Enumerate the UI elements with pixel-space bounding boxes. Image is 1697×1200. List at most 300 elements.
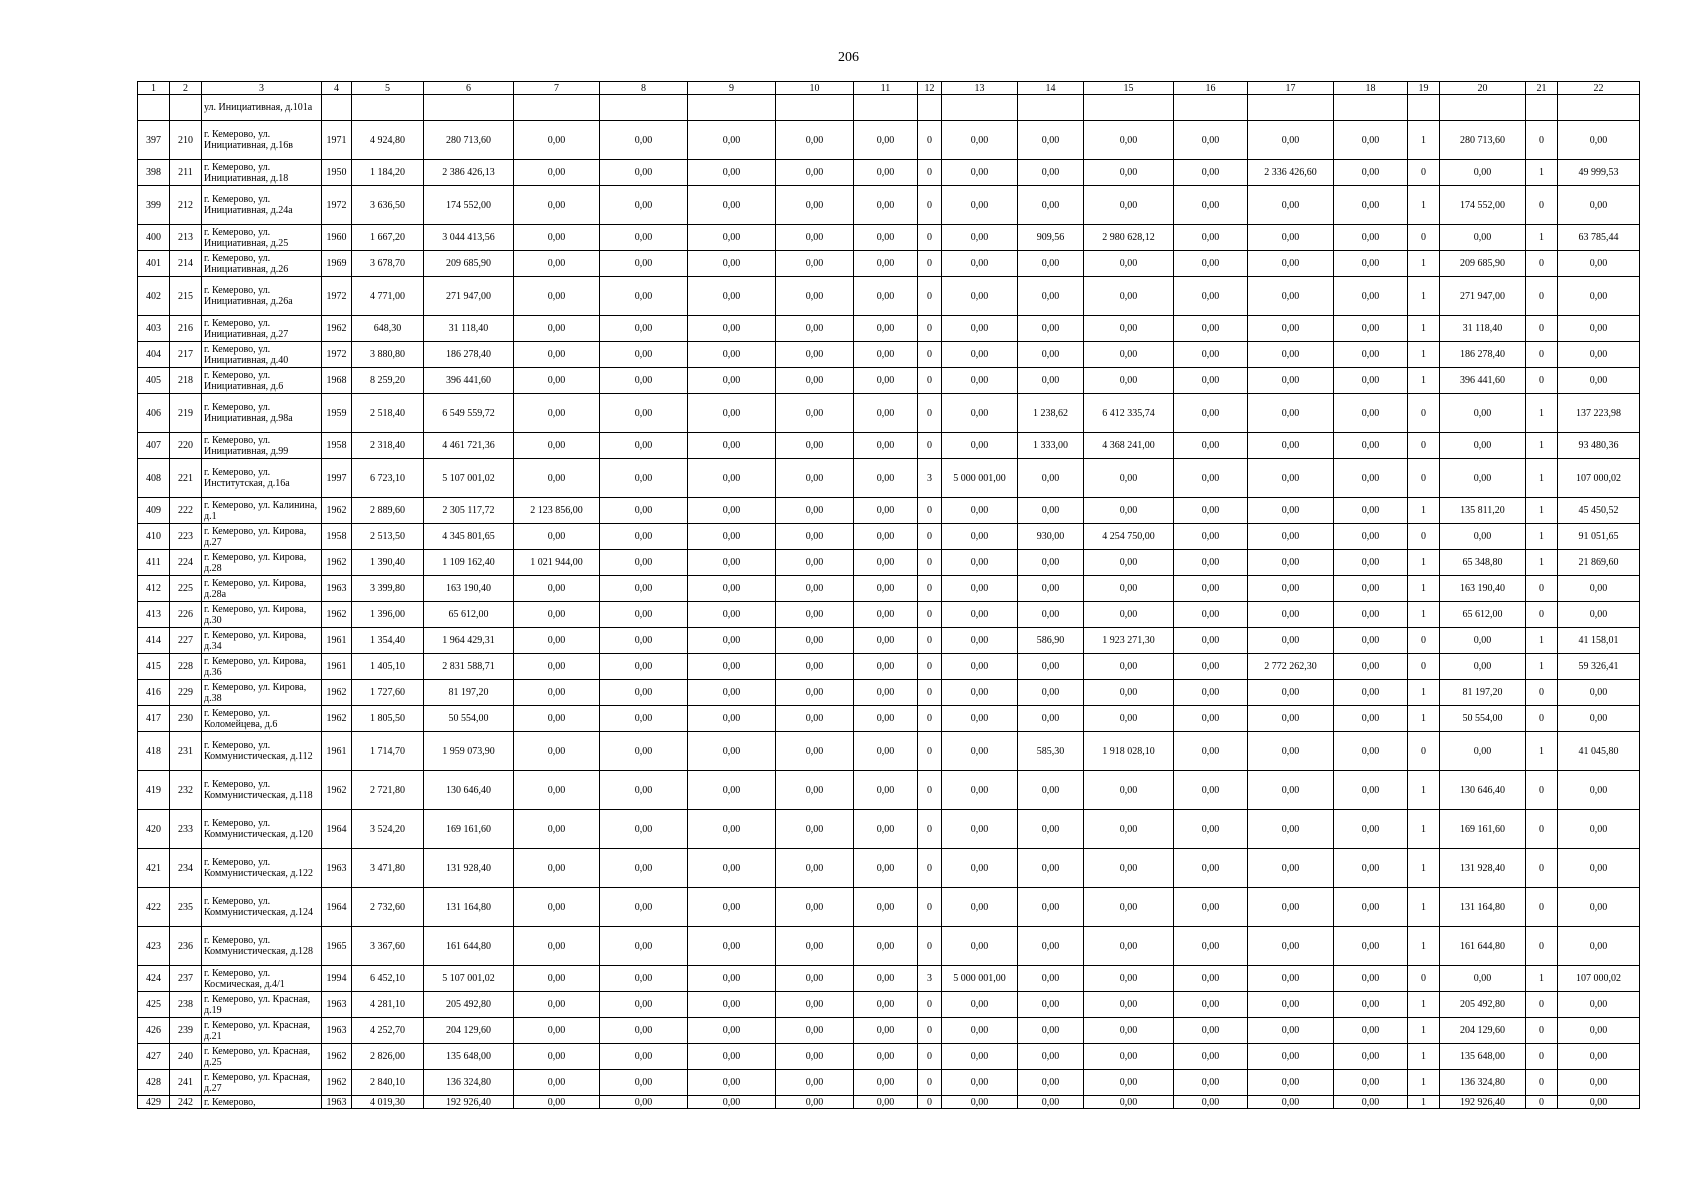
table-cell: 0,00 [1248, 1018, 1334, 1044]
table-cell: 213 [170, 225, 202, 251]
table-cell: 210 [170, 121, 202, 160]
table-cell: 280 713,60 [424, 121, 514, 160]
page-number: 206 [838, 50, 859, 65]
table-cell: 0,00 [688, 498, 776, 524]
table-cell: 1959 [322, 394, 352, 433]
table-cell: 6 412 335,74 [1084, 394, 1174, 433]
table-cell: 0,00 [776, 160, 854, 186]
table-cell: 205 492,80 [1440, 992, 1526, 1018]
table-cell [170, 95, 202, 121]
table-cell: 0,00 [776, 121, 854, 160]
table-row [138, 680, 1640, 706]
table-cell: 419 [138, 771, 170, 810]
table-cell: 6 723,10 [352, 459, 424, 498]
table-cell: 2 721,80 [352, 771, 424, 810]
table-cell: 0 [918, 1044, 942, 1070]
table-cell: 0,00 [854, 1070, 918, 1096]
table-cell: 0,00 [600, 1096, 688, 1109]
table-cell: 0,00 [1174, 225, 1248, 251]
table-cell: 0,00 [514, 1018, 600, 1044]
table-cell: 0,00 [600, 1070, 688, 1096]
table-cell: 0,00 [688, 576, 776, 602]
table-row [138, 927, 1640, 966]
table-row [138, 810, 1640, 849]
table-cell: 0,00 [688, 888, 776, 927]
table-cell: 1962 [322, 602, 352, 628]
table-cell: 0,00 [1084, 849, 1174, 888]
table-cell: 423 [138, 927, 170, 966]
table-cell: 0,00 [1174, 186, 1248, 225]
table-cell: 0,00 [688, 849, 776, 888]
table-cell: 0,00 [688, 628, 776, 654]
table-cell: 0,00 [776, 342, 854, 368]
column-header: 1 [138, 82, 170, 95]
table-cell: 0,00 [688, 966, 776, 992]
table-cell: 0,00 [1558, 888, 1640, 927]
table-row [138, 849, 1640, 888]
table-cell: 1994 [322, 966, 352, 992]
table-cell: 0,00 [776, 992, 854, 1018]
table-cell: 0,00 [942, 927, 1018, 966]
table-cell: 1 [1526, 550, 1558, 576]
address-cell: г. Кемерово, ул. Кирова, д.36 [202, 654, 322, 680]
table-cell: 0,00 [776, 1044, 854, 1070]
table-cell: 0,00 [688, 121, 776, 160]
table-cell: 0,00 [1174, 498, 1248, 524]
table-cell: 1962 [322, 550, 352, 576]
table-cell: 4 281,10 [352, 992, 424, 1018]
table-cell: 0,00 [600, 706, 688, 732]
table-cell: 0 [918, 1018, 942, 1044]
table-cell: 0,00 [1440, 160, 1526, 186]
table-cell: 227 [170, 628, 202, 654]
table-cell: 0 [918, 160, 942, 186]
table-cell: 412 [138, 576, 170, 602]
table-cell: 1 [1408, 1096, 1440, 1109]
table-cell: 0,00 [1334, 251, 1408, 277]
table-cell: 0 [1408, 433, 1440, 459]
table-cell: 0,00 [1248, 680, 1334, 706]
table-cell: 0,00 [1084, 121, 1174, 160]
table-cell: 0,00 [1334, 368, 1408, 394]
table-cell: 0,00 [1334, 316, 1408, 342]
address-cell: г. Кемерово, ул. Коммунистическая, д.122 [202, 849, 322, 888]
table-cell: 0,00 [1248, 225, 1334, 251]
table-cell: 422 [138, 888, 170, 927]
table-cell: 1 390,40 [352, 550, 424, 576]
table-cell: 0,00 [1558, 368, 1640, 394]
table-cell: 0,00 [1174, 992, 1248, 1018]
table-row [138, 1070, 1640, 1096]
table-cell: 421 [138, 849, 170, 888]
table-cell: 0,00 [514, 1044, 600, 1070]
table-cell: 0,00 [1334, 1070, 1408, 1096]
table-cell: 1 [1526, 394, 1558, 433]
table-cell: 1 [1408, 680, 1440, 706]
table-cell: 0 [918, 706, 942, 732]
table-header [138, 82, 1640, 95]
table-cell: 0,00 [688, 251, 776, 277]
table-cell: 0,00 [1084, 1018, 1174, 1044]
table-cell: 0,00 [1334, 1018, 1408, 1044]
table-cell: 0,00 [854, 706, 918, 732]
address-cell: г. Кемерово, ул. Кирова, д.27 [202, 524, 322, 550]
address-cell: г. Кемерово, ул. Космическая, д.4/1 [202, 966, 322, 992]
table-cell: 0,00 [600, 927, 688, 966]
housing-table [137, 81, 1640, 1109]
table-row [138, 1018, 1640, 1044]
table-cell: 0,00 [1334, 186, 1408, 225]
table-cell: 397 [138, 121, 170, 160]
table-cell: 1 109 162,40 [424, 550, 514, 576]
address-cell: г. Кемерово, ул. Инициативная, д.18 [202, 160, 322, 186]
table-cell: 0,00 [1334, 992, 1408, 1018]
table-cell: 0,00 [776, 1070, 854, 1096]
table-cell: 2 305 117,72 [424, 498, 514, 524]
table-cell: 0 [1526, 888, 1558, 927]
table-cell: 0 [1526, 251, 1558, 277]
table-cell: 63 785,44 [1558, 225, 1640, 251]
table-cell: 0,00 [688, 316, 776, 342]
table-cell: 0 [918, 992, 942, 1018]
table-cell: 1 [1408, 888, 1440, 927]
table-cell [1018, 95, 1084, 121]
table-cell: 0,00 [514, 849, 600, 888]
table-cell [1526, 95, 1558, 121]
column-header: 3 [202, 82, 322, 95]
table-cell: 0,00 [1018, 277, 1084, 316]
table-cell: 0 [918, 316, 942, 342]
table-cell: 135 648,00 [424, 1044, 514, 1070]
table-cell: 0 [1526, 121, 1558, 160]
table-cell: 0,00 [514, 927, 600, 966]
table-cell: 0,00 [1174, 771, 1248, 810]
table-cell: 4 345 801,65 [424, 524, 514, 550]
table-cell: 0,00 [1174, 1018, 1248, 1044]
table-cell: 1 [1526, 732, 1558, 771]
table-cell: 0,00 [1248, 1070, 1334, 1096]
table-cell: 0 [918, 628, 942, 654]
table-cell: 0,00 [1018, 1070, 1084, 1096]
address-cell: г. Кемерово, ул. Красная, д.21 [202, 1018, 322, 1044]
table-cell: 242 [170, 1096, 202, 1109]
table-cell: 0,00 [1248, 602, 1334, 628]
table-cell: 0,00 [1248, 394, 1334, 433]
table-row [138, 186, 1640, 225]
table-cell: 0,00 [1440, 459, 1526, 498]
table-cell: 0,00 [776, 186, 854, 225]
table-cell: 0,00 [1248, 316, 1334, 342]
table-cell: 0 [918, 602, 942, 628]
table-cell: 407 [138, 433, 170, 459]
table-cell: 0,00 [600, 602, 688, 628]
table-cell: 1 [1408, 121, 1440, 160]
table-cell: 0,00 [854, 368, 918, 394]
table-cell: 0,00 [942, 576, 1018, 602]
table-row [138, 771, 1640, 810]
table-cell: 0,00 [1084, 550, 1174, 576]
table-cell: 135 648,00 [1440, 1044, 1526, 1070]
table-cell: 1 [1408, 1044, 1440, 1070]
table-cell: 161 644,80 [1440, 927, 1526, 966]
table-cell: 1 [1526, 498, 1558, 524]
table-cell: 0,00 [688, 394, 776, 433]
table-cell: 1 021 944,00 [514, 550, 600, 576]
table-cell: 1 [1408, 498, 1440, 524]
table-cell: 0,00 [1334, 498, 1408, 524]
table-cell: 0,00 [1084, 251, 1174, 277]
table-cell: 0,00 [514, 966, 600, 992]
table-cell: 0,00 [776, 550, 854, 576]
table-cell: 0,00 [514, 433, 600, 459]
table-cell: 0,00 [1558, 251, 1640, 277]
table-row [138, 342, 1640, 368]
table-cell: 0,00 [1174, 394, 1248, 433]
table-cell: 0,00 [854, 186, 918, 225]
table-cell: 0,00 [1174, 1096, 1248, 1109]
table-cell: 1 [1526, 160, 1558, 186]
table-cell [600, 95, 688, 121]
table-cell: 0,00 [600, 524, 688, 550]
table-cell: 0,00 [600, 459, 688, 498]
table-cell: 0,00 [854, 225, 918, 251]
table-cell: 0,00 [1084, 1096, 1174, 1109]
table-cell: 0,00 [1018, 849, 1084, 888]
table-cell: 0,00 [942, 810, 1018, 849]
table-cell: 0,00 [776, 316, 854, 342]
table-cell: 1961 [322, 654, 352, 680]
table-cell: 0,00 [1174, 524, 1248, 550]
table-cell: 219 [170, 394, 202, 433]
table-cell: 0,00 [1558, 810, 1640, 849]
table-cell: 136 324,80 [424, 1070, 514, 1096]
table-cell: 0,00 [1334, 160, 1408, 186]
table-cell: 0,00 [1334, 628, 1408, 654]
table-cell: 0,00 [514, 654, 600, 680]
table-cell: 0,00 [1440, 628, 1526, 654]
table-cell: 2 840,10 [352, 1070, 424, 1096]
table-cell: 1 [1408, 186, 1440, 225]
table-cell: 0,00 [600, 849, 688, 888]
table-cell: 0,00 [1334, 524, 1408, 550]
table-cell: 0,00 [1334, 433, 1408, 459]
table-cell: 0,00 [1248, 810, 1334, 849]
table-cell: 0,00 [514, 602, 600, 628]
table-cell: 0,00 [1018, 576, 1084, 602]
table-cell: 0,00 [776, 771, 854, 810]
table-row [138, 1044, 1640, 1070]
table-cell: 1 923 271,30 [1084, 628, 1174, 654]
table-cell: 0 [1408, 732, 1440, 771]
address-cell: г. Кемерово, ул. Коммунистическая, д.112 [202, 732, 322, 771]
table-cell: 0 [1408, 966, 1440, 992]
table-cell: 0,00 [776, 654, 854, 680]
table-cell: 0,00 [1084, 771, 1174, 810]
address-cell: г. Кемерово, ул. Кирова, д.34 [202, 628, 322, 654]
table-cell: 5 000 001,00 [942, 966, 1018, 992]
table-cell: 174 552,00 [1440, 186, 1526, 225]
table-cell: 0,00 [776, 927, 854, 966]
address-cell: г. Кемерово, ул. Красная, д.27 [202, 1070, 322, 1096]
table-cell: 93 480,36 [1558, 433, 1640, 459]
table-cell: 0,00 [776, 810, 854, 849]
table-cell: 0,00 [1248, 771, 1334, 810]
table-cell: 0 [918, 368, 942, 394]
column-header: 10 [776, 82, 854, 95]
address-cell: г. Кемерово, ул. Инициативная, д.25 [202, 225, 322, 251]
table-cell: 1 [1408, 550, 1440, 576]
table-cell: 0 [1526, 316, 1558, 342]
table-cell: 0,00 [942, 706, 1018, 732]
table-cell: 0,00 [1174, 342, 1248, 368]
table-cell: 137 223,98 [1558, 394, 1640, 433]
table-cell: 0,00 [776, 1018, 854, 1044]
table-cell: 426 [138, 1018, 170, 1044]
table-cell: 648,30 [352, 316, 424, 342]
table-cell: 21 869,60 [1558, 550, 1640, 576]
table-cell: 1 [1526, 524, 1558, 550]
column-header: 13 [942, 82, 1018, 95]
table-cell: 65 348,80 [1440, 550, 1526, 576]
table-cell: 0,00 [1018, 459, 1084, 498]
table-cell: 0,00 [600, 1044, 688, 1070]
table-cell: 91 051,65 [1558, 524, 1640, 550]
table-cell: 0 [1408, 654, 1440, 680]
column-header: 15 [1084, 82, 1174, 95]
table-cell: 0,00 [1440, 433, 1526, 459]
table-cell: 0,00 [688, 342, 776, 368]
table-cell: 0,00 [854, 394, 918, 433]
table-cell: 1 238,62 [1018, 394, 1084, 433]
table-row [138, 888, 1640, 927]
column-header: 16 [1174, 82, 1248, 95]
table-cell: 0 [918, 225, 942, 251]
table-cell: 0,00 [1440, 966, 1526, 992]
table-cell: 0,00 [942, 316, 1018, 342]
table-cell: 0 [918, 498, 942, 524]
table-cell: 0,00 [1084, 186, 1174, 225]
table-cell: 232 [170, 771, 202, 810]
table-cell: 280 713,60 [1440, 121, 1526, 160]
table-cell: 0,00 [514, 524, 600, 550]
table-cell: 1961 [322, 628, 352, 654]
table-cell: 0,00 [1248, 186, 1334, 225]
table-cell: 0,00 [1558, 1044, 1640, 1070]
table-cell: 0,00 [1334, 927, 1408, 966]
table-cell: 0,00 [600, 394, 688, 433]
table-cell: 0,00 [1018, 342, 1084, 368]
table-cell: 1972 [322, 277, 352, 316]
table-row [138, 992, 1640, 1018]
table-cell: 271 947,00 [1440, 277, 1526, 316]
table-cell: 0 [1526, 810, 1558, 849]
table-cell: 0,00 [514, 342, 600, 368]
table-cell: 0,00 [1084, 498, 1174, 524]
table-cell: 0,00 [600, 810, 688, 849]
table-cell: 0,00 [854, 459, 918, 498]
column-header: 5 [352, 82, 424, 95]
table-cell: 2 386 426,13 [424, 160, 514, 186]
table-cell: 0,00 [1018, 810, 1084, 849]
table-cell: 1 [1408, 342, 1440, 368]
table-cell: 0,00 [1248, 849, 1334, 888]
table-cell: 0,00 [600, 186, 688, 225]
table-row [138, 95, 1640, 121]
table-cell: 0,00 [688, 160, 776, 186]
table-cell: 5 000 001,00 [942, 459, 1018, 498]
table-cell: 1969 [322, 251, 352, 277]
table-cell: 5 107 001,02 [424, 459, 514, 498]
table-cell: 50 554,00 [1440, 706, 1526, 732]
table-cell: 1 [1408, 706, 1440, 732]
table-cell: 0,00 [688, 992, 776, 1018]
table-cell: 0,00 [1174, 160, 1248, 186]
table-row [138, 316, 1640, 342]
table-cell: 0,00 [1174, 628, 1248, 654]
table-cell: 130 646,40 [424, 771, 514, 810]
table-cell: 0,00 [1018, 927, 1084, 966]
table-cell: 0,00 [688, 1096, 776, 1109]
table-cell: 0,00 [1558, 706, 1640, 732]
table-cell: 0,00 [1174, 121, 1248, 160]
table-cell: 0,00 [514, 628, 600, 654]
table-cell: 0,00 [942, 732, 1018, 771]
table-cell: 3 678,70 [352, 251, 424, 277]
table-cell: 415 [138, 654, 170, 680]
table-cell: 1 333,00 [1018, 433, 1084, 459]
table-cell: 0,00 [1084, 810, 1174, 849]
table-cell: 0,00 [1084, 1070, 1174, 1096]
table-cell: 2 889,60 [352, 498, 424, 524]
table-cell: 1 [1526, 225, 1558, 251]
table-cell: 0,00 [1334, 277, 1408, 316]
table-cell: 1 [1526, 966, 1558, 992]
table-cell: 0,00 [1018, 316, 1084, 342]
table-cell: 209 685,90 [424, 251, 514, 277]
table-cell: 0,00 [1248, 732, 1334, 771]
table-cell: 50 554,00 [424, 706, 514, 732]
table-cell: 0,00 [688, 706, 776, 732]
table-cell: 0,00 [942, 654, 1018, 680]
table-cell: 0,00 [1558, 277, 1640, 316]
column-header: 19 [1408, 82, 1440, 95]
table-cell: 0,00 [854, 628, 918, 654]
table-cell: 0,00 [776, 1096, 854, 1109]
table-cell: 0,00 [942, 550, 1018, 576]
table-cell: 0 [918, 576, 942, 602]
table-cell: 0 [1526, 368, 1558, 394]
table-cell: 0,00 [1334, 550, 1408, 576]
table-cell: 225 [170, 576, 202, 602]
table-cell: 0,00 [1084, 992, 1174, 1018]
table-cell: 0,00 [942, 849, 1018, 888]
table-cell: 1950 [322, 160, 352, 186]
table-cell: 215 [170, 277, 202, 316]
table-cell: 2 732,60 [352, 888, 424, 927]
table-cell: 418 [138, 732, 170, 771]
table-cell: 0,00 [688, 732, 776, 771]
table-cell: 0,00 [854, 888, 918, 927]
table-cell: 1963 [322, 1096, 352, 1109]
table-cell: 1 405,10 [352, 654, 424, 680]
table-cell: 0,00 [688, 602, 776, 628]
table-cell: 0,00 [1248, 966, 1334, 992]
table-cell: 0,00 [514, 680, 600, 706]
table-cell: 401 [138, 251, 170, 277]
table-cell: 0,00 [1440, 225, 1526, 251]
table-cell: 0,00 [1334, 602, 1408, 628]
table-cell: 0,00 [688, 524, 776, 550]
